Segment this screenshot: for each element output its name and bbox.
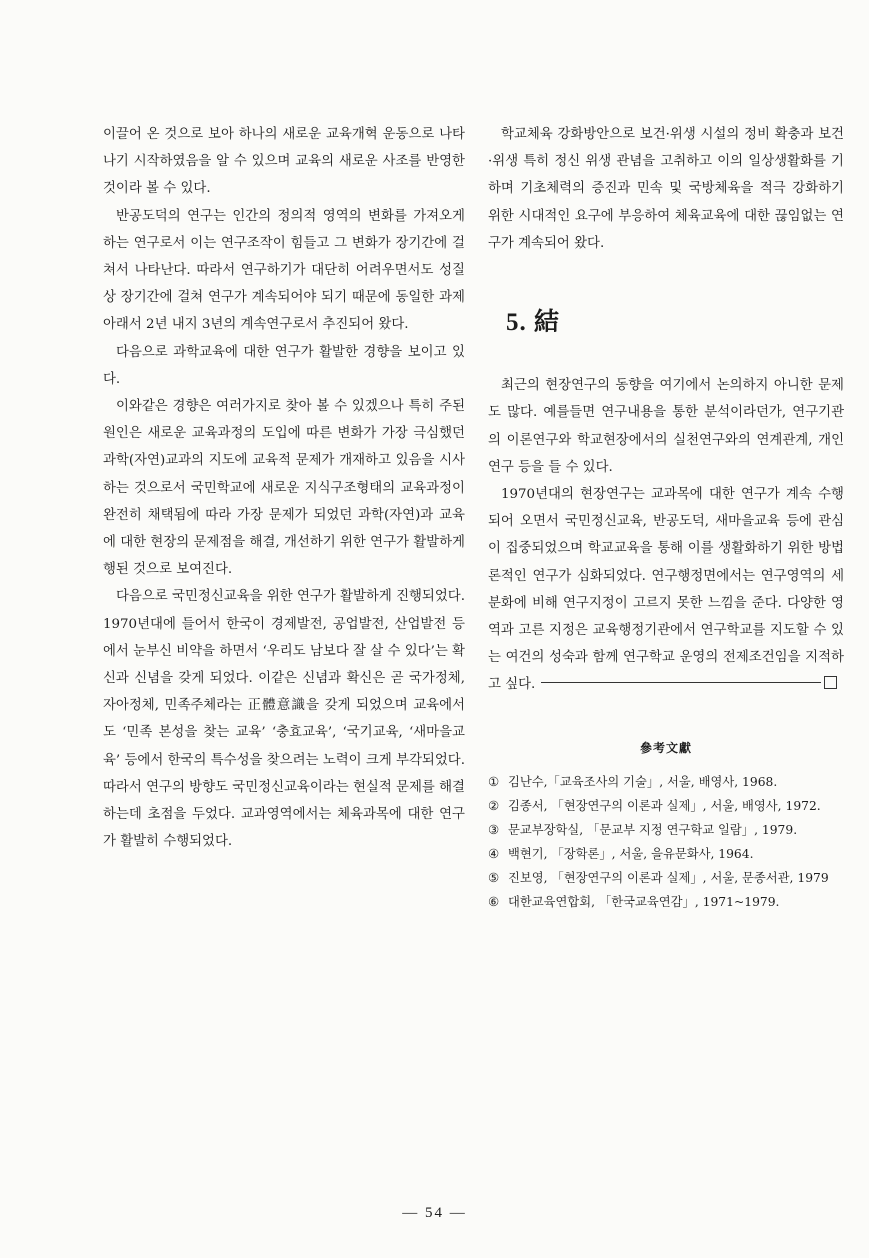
end-rule [541, 682, 821, 683]
reference-number: ② [488, 798, 500, 813]
reference-item [488, 794, 844, 818]
page-number: — 54 — [402, 1205, 467, 1221]
reference-text: 진보영, 「현장연구의 이론과 실제」, 서울, 문종서관, 1979 [508, 870, 829, 885]
references-title: 參考文獻 [639, 740, 692, 755]
right-column [488, 121, 844, 914]
reference-number: ④ [488, 846, 500, 861]
reference-item [488, 842, 844, 866]
reference-number: ⑤ [488, 870, 500, 885]
end-mark-icon [824, 676, 837, 689]
reference-item [488, 890, 844, 914]
paragraph: 최근의 현장연구의 동향을 여기에서 논의하지 아니한 문제도 많다. 예를들면 연구내용을 통한 분석이라던가, 연구기관의 이론연구와 학교현장에서의 실천연구와의 연계관계, 개인연구 등을 들 수 있다. [488, 378, 844, 475]
paragraph: 이와같은 경향은 여러가지로 찾아 볼 수 있겠으나 특히 주된 원인은 새로운 교육과정의 도입에 따른 변화가 가장 극심했던 과학(자연)교과의 지도에 교육적 문제가 개재하고 있음을 시사하는 것으로서 국민학교에 새로운 지식구조형태의 교육과정이 완전히 채택됨에 따라 가장 문제가 되었던 과학(자연)과 교육에 대한 현장의 문제점을 해결, 개선하기 위한 연구가 활발하게 행된 것으로 보여진다. [103, 399, 465, 578]
reference-text: 김종서, 「현장연구의 이론과 실제」, 서울, 배영사, 1972. [508, 798, 821, 813]
paragraph: 다음으로 국민정신교육을 위한 연구가 활발하게 진행되었다. 1970년대에 들어서 한국이 경제발전, 공업발전, 산업발전 등에서 눈부신 비약을 하면서 ‘우리도 남보다 잘 살 수 있다’는 확신과 신념을 갖게 되었다. 이같은 신념과 확신은 곧 국가정체, 자아정체, 민족주체라는 正體意識을 갖게 되었으며 교육에서도 ‘민족 본성을 찾는 교육’ ‘충효교육’, ‘국기교육, ‘새마을교육’ 등에서 한국의 특수성을 찾으려는 노력이 크게 부각되었다. 따라서 연구의 방향도 국민정신교육이라는 현실적 문제를 해결하는데 초점을 두었다. 교과영역에서는 체육과목에 대한 연구가 활발히 수행되었다. [103, 589, 465, 850]
reference-number: ① [488, 774, 500, 789]
paragraph-text: 1970년대의 현장연구는 교과목에 대한 연구가 계속 수행되어 오면서 국민정신교육, 반공도덕, 새마을교육 등에 관심이 집중되었으며 학교교육을 통해 이를 생활화하기 위한 방법론적인 연구가 심화되었다. 연구행정면에서는 연구영역의 세분화에 비해 연구지정이 고르지 못한 느낌을 준다. 다양한 영역과 고른 지정은 교육행정기관에서 연구학교를 지도할 수 있는 여건의 성숙과 함께 연구학교 운영의 전제조건임을 지적하고 싶다. [488, 487, 844, 693]
reference-item [488, 866, 844, 890]
reference-item [488, 770, 844, 794]
references-list [488, 770, 844, 914]
left-column [103, 121, 465, 855]
reference-text: 백현기, 「장학론」, 서울, 을유문화사, 1964. [508, 846, 754, 861]
reference-item [488, 818, 844, 842]
paragraph: 이끌어 온 것으로 보아 하나의 새로운 교육개혁 운동으로 나타나기 시작하였음을 알 수 있으며 교육의 새로운 사조를 반영한 것이라 볼 수 있다. [103, 127, 465, 197]
section-heading: 5. 結 [506, 309, 561, 337]
reference-number: ⑥ [488, 894, 500, 909]
reference-number: ③ [488, 822, 500, 837]
paragraph [488, 481, 844, 699]
reference-text: 대한교육연합회, 「한국교육연감」, 1971~1979. [508, 894, 780, 909]
paragraph: 다음으로 과학교육에 대한 연구가 활발한 경향을 보이고 있다. [103, 344, 465, 387]
reference-text: 문교부장학실, 「문교부 지정 연구학교 일람」, 1979. [508, 822, 798, 837]
paragraph: 학교체육 강화방안으로 보건·위생 시설의 정비 확충과 보건·위생 특히 정신 위생 관념을 고취하고 이의 일상생활화를 기하며 기초체력의 증진과 민속 및 국방체육을 적극 강화하기 위한 시대적인 요구에 부응하여 체육교육에 대한 끊임없는 연구가 계속되어 왔다. [488, 127, 844, 251]
reference-text: 김난수,「교육조사의 기술」, 서울, 배영사, 1968. [508, 774, 778, 789]
paragraph: 반공도덕의 연구는 인간의 정의적 영역의 변화를 가져오게 하는 연구로서 이는 연구조작이 힘들고 그 변화가 장기간에 걸쳐서 나타난다. 따라서 연구하기가 대단히 어려우면서도 성질상 장기간에 걸쳐 연구가 계속되어야 되기 때문에 동일한 과제아래서 2년 내지 3년의 계속연구로서 추진되어 왔다. [103, 208, 465, 333]
